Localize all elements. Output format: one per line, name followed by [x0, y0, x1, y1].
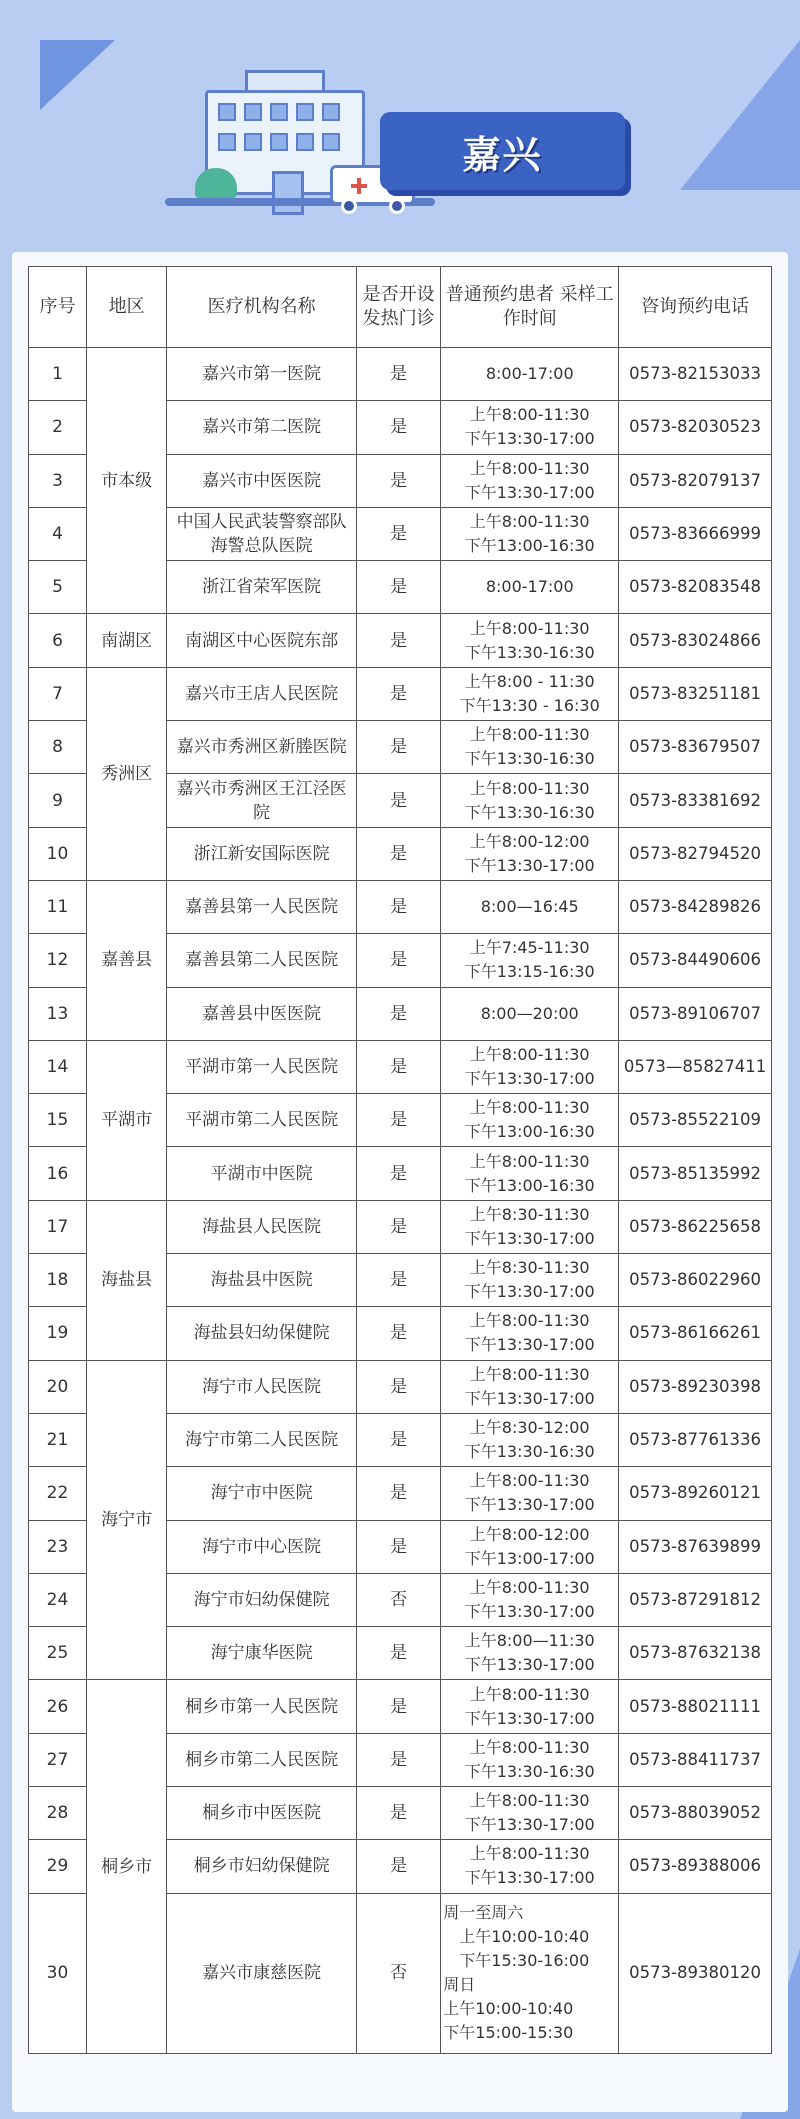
row-sampling-time: 上午8:00-11:30 下午13:30-17:00: [441, 1307, 619, 1360]
row-hospital-name: 海宁市人民医院: [167, 1360, 357, 1413]
row-hospital-name: 平湖市第二人民医院: [167, 1094, 357, 1147]
header-no: 序号: [29, 267, 87, 348]
row-hospital-name: 桐乡市第二人民医院: [167, 1733, 357, 1786]
table-row: [29, 1040, 772, 1093]
header-banner: [175, 70, 625, 210]
row-fever-clinic: 否: [357, 1573, 441, 1626]
row-phone: 0573-84490606: [619, 934, 772, 987]
row-number: 15: [29, 1094, 87, 1147]
row-fever-clinic: 是: [357, 774, 441, 827]
row-hospital-name: 中国人民武装警察部队 海警总队医院: [167, 507, 357, 560]
row-fever-clinic: 是: [357, 1627, 441, 1680]
title-box: [380, 112, 625, 190]
row-phone: 0573-82083548: [619, 561, 772, 614]
row-hospital-name: 海盐县人民医院: [167, 1200, 357, 1253]
row-phone: 0573-86022960: [619, 1254, 772, 1307]
row-phone: 0573-82794520: [619, 827, 772, 880]
row-hospital-name: 海盐县中医院: [167, 1254, 357, 1307]
row-phone: 0573-83666999: [619, 507, 772, 560]
row-hospital-name: 海宁市妇幼保健院: [167, 1573, 357, 1626]
row-fever-clinic: 是: [357, 827, 441, 880]
row-phone: 0573-88021111: [619, 1680, 772, 1733]
bush-icon: [195, 168, 237, 198]
row-fever-clinic: 是: [357, 1413, 441, 1466]
row-region: 秀洲区: [86, 667, 166, 880]
row-sampling-time: 上午8:00-12:00 下午13:30-17:00: [441, 827, 619, 880]
row-sampling-time: 上午7:45-11:30 下午13:15-16:30: [441, 934, 619, 987]
row-sampling-time: 上午8:00-11:30 下午13:00-16:30: [441, 1147, 619, 1200]
row-phone: 0573-89230398: [619, 1360, 772, 1413]
decor-triangle-top-left: [40, 40, 115, 110]
row-number: 4: [29, 507, 87, 560]
row-number: 27: [29, 1733, 87, 1786]
row-number: 19: [29, 1307, 87, 1360]
row-phone: 0573-89260121: [619, 1467, 772, 1520]
row-number: 17: [29, 1200, 87, 1253]
row-phone: 0573-83251181: [619, 667, 772, 720]
row-hospital-name: 嘉兴市王店人民医院: [167, 667, 357, 720]
row-number: 3: [29, 454, 87, 507]
row-hospital-name: 浙江新安国际医院: [167, 827, 357, 880]
row-phone: 0573-82153033: [619, 348, 772, 401]
row-fever-clinic: 是: [357, 1467, 441, 1520]
row-fever-clinic: 是: [357, 1254, 441, 1307]
row-hospital-name: 桐乡市妇幼保健院: [167, 1840, 357, 1893]
row-fever-clinic: 是: [357, 1520, 441, 1573]
row-hospital-name: 嘉兴市秀洲区新塍医院: [167, 721, 357, 774]
row-sampling-time: 上午8:00-11:30 下午13:30-16:30: [441, 614, 619, 667]
row-sampling-time: 8:00-17:00: [441, 561, 619, 614]
row-fever-clinic: 是: [357, 721, 441, 774]
row-number: 8: [29, 721, 87, 774]
header-fever-clinic: 是否开设 发热门诊: [357, 267, 441, 348]
row-sampling-time: 上午8:00-11:30 下午13:30-17:00: [441, 1040, 619, 1093]
row-number: 5: [29, 561, 87, 614]
row-hospital-name: 桐乡市中医医院: [167, 1787, 357, 1840]
row-sampling-time: 上午8:30-11:30 下午13:30-17:00: [441, 1254, 619, 1307]
row-number: 11: [29, 880, 87, 933]
row-phone: 0573-84289826: [619, 880, 772, 933]
row-hospital-name: 海宁市第二人民医院: [167, 1413, 357, 1466]
row-hospital-name: 平湖市第一人民医院: [167, 1040, 357, 1093]
row-number: 23: [29, 1520, 87, 1573]
row-phone: 0573-82079137: [619, 454, 772, 507]
row-fever-clinic: 是: [357, 1200, 441, 1253]
row-sampling-time: 上午8:00—11:30 下午13:30-17:00: [441, 1627, 619, 1680]
table-row: [29, 1360, 772, 1413]
row-phone: 0573-89106707: [619, 987, 772, 1040]
table-row: [29, 1680, 772, 1733]
table-body: [29, 348, 772, 2054]
row-number: 9: [29, 774, 87, 827]
row-hospital-name: 嘉兴市中医医院: [167, 454, 357, 507]
row-fever-clinic: 是: [357, 401, 441, 454]
row-fever-clinic: 是: [357, 561, 441, 614]
row-phone: 0573-88039052: [619, 1787, 772, 1840]
row-fever-clinic: 是: [357, 1307, 441, 1360]
row-fever-clinic: 是: [357, 1360, 441, 1413]
row-number: 21: [29, 1413, 87, 1466]
row-phone: 0573—85827411: [619, 1040, 772, 1093]
row-region: 平湖市: [86, 1040, 166, 1200]
table-header-row: [29, 267, 772, 348]
row-phone: 0573-85135992: [619, 1147, 772, 1200]
row-region: 海盐县: [86, 1200, 166, 1360]
row-phone: 0573-83024866: [619, 614, 772, 667]
row-region: 嘉善县: [86, 880, 166, 1040]
row-fever-clinic: 是: [357, 1147, 441, 1200]
table-row: [29, 614, 772, 667]
row-number: 1: [29, 348, 87, 401]
row-hospital-name: 嘉兴市秀洲区王江泾医 院: [167, 774, 357, 827]
row-phone: 0573-87761336: [619, 1413, 772, 1466]
row-number: 7: [29, 667, 87, 720]
header-region: 地区: [86, 267, 166, 348]
row-sampling-time: 上午8:00-11:30 下午13:30-17:00: [441, 401, 619, 454]
row-fever-clinic: 是: [357, 880, 441, 933]
row-region: 海宁市: [86, 1360, 166, 1680]
row-fever-clinic: 是: [357, 1787, 441, 1840]
page-title: 嘉兴: [462, 132, 543, 177]
row-number: 25: [29, 1627, 87, 1680]
row-hospital-name: 嘉善县第一人民医院: [167, 880, 357, 933]
row-fever-clinic: 是: [357, 1840, 441, 1893]
row-fever-clinic: 是: [357, 348, 441, 401]
row-sampling-time: 上午8:00-11:30 下午13:30-16:30: [441, 1733, 619, 1786]
row-fever-clinic: 是: [357, 987, 441, 1040]
row-number: 6: [29, 614, 87, 667]
row-sampling-time: 8:00—16:45: [441, 880, 619, 933]
row-sampling-time: 上午8:00-11:30 下午13:30-16:30: [441, 774, 619, 827]
row-sampling-time: 上午8:30-12:00 下午13:30-16:30: [441, 1413, 619, 1466]
row-hospital-name: 嘉兴市康慈医院: [167, 1893, 357, 2053]
row-hospital-name: 海宁市中心医院: [167, 1520, 357, 1573]
row-phone: 0573-85522109: [619, 1094, 772, 1147]
row-hospital-name: 浙江省荣军医院: [167, 561, 357, 614]
row-number: 26: [29, 1680, 87, 1733]
hospital-table: [28, 266, 772, 2054]
row-phone: 0573-87632138: [619, 1627, 772, 1680]
row-fever-clinic: 是: [357, 507, 441, 560]
table-panel: [12, 252, 788, 2112]
row-fever-clinic: 否: [357, 1893, 441, 2053]
row-sampling-time: 上午8:00-11:30 下午13:30-17:00: [441, 1680, 619, 1733]
row-hospital-name: 嘉兴市第二医院: [167, 401, 357, 454]
row-number: 18: [29, 1254, 87, 1307]
row-sampling-time: 上午8:00-12:00 下午13:00-17:00: [441, 1520, 619, 1573]
row-fever-clinic: 是: [357, 934, 441, 987]
row-fever-clinic: 是: [357, 1733, 441, 1786]
row-fever-clinic: 是: [357, 614, 441, 667]
row-number: 22: [29, 1467, 87, 1520]
row-number: 14: [29, 1040, 87, 1093]
row-hospital-name: 平湖市中医院: [167, 1147, 357, 1200]
row-phone: 0573-83381692: [619, 774, 772, 827]
row-phone: 0573-87291812: [619, 1573, 772, 1626]
row-sampling-time: 上午8:00-11:30 下午13:30-17:00: [441, 1467, 619, 1520]
row-phone: 0573-86225658: [619, 1200, 772, 1253]
table-row: [29, 667, 772, 720]
row-sampling-time: 上午8:00-11:30 下午13:00-16:30: [441, 1094, 619, 1147]
row-number: 24: [29, 1573, 87, 1626]
row-hospital-name: 海宁康华医院: [167, 1627, 357, 1680]
row-hospital-name: 南湖区中心医院东部: [167, 614, 357, 667]
row-fever-clinic: 是: [357, 454, 441, 507]
row-fever-clinic: 是: [357, 1094, 441, 1147]
row-hospital-name: 海宁市中医院: [167, 1467, 357, 1520]
row-sampling-time: 上午8:00-11:30 下午13:30-17:00: [441, 1787, 619, 1840]
decor-triangle-top-right: [680, 40, 800, 190]
row-number: 16: [29, 1147, 87, 1200]
table-row: [29, 1200, 772, 1253]
row-number: 10: [29, 827, 87, 880]
row-number: 20: [29, 1360, 87, 1413]
row-sampling-time: 8:00-17:00: [441, 348, 619, 401]
row-sampling-time: 8:00—20:00: [441, 987, 619, 1040]
row-hospital-name: 桐乡市第一人民医院: [167, 1680, 357, 1733]
row-region: 南湖区: [86, 614, 166, 667]
row-phone: 0573-83679507: [619, 721, 772, 774]
row-region: 市本级: [86, 348, 166, 614]
row-sampling-time: 上午8:00-11:30 下午13:30-17:00: [441, 1840, 619, 1893]
row-number: 30: [29, 1893, 87, 2053]
row-fever-clinic: 是: [357, 1040, 441, 1093]
row-hospital-name: 海盐县妇幼保健院: [167, 1307, 357, 1360]
row-fever-clinic: 是: [357, 1680, 441, 1733]
row-number: 28: [29, 1787, 87, 1840]
row-sampling-time: 周一至周六 上午10:00-10:40 下午15:30-16:00 周日 上午10:00-10:40 下午15:00-15:30: [441, 1893, 619, 2053]
table-row: [29, 880, 772, 933]
row-sampling-time: 上午8:00-11:30 下午13:00-16:30: [441, 507, 619, 560]
row-sampling-time: 上午8:00-11:30 下午13:30-17:00: [441, 454, 619, 507]
row-sampling-time: 上午8:00-11:30 下午13:30-17:00: [441, 1573, 619, 1626]
row-sampling-time: 上午8:00-11:30 下午13:30-17:00: [441, 1360, 619, 1413]
header-phone: 咨询预约电话: [619, 267, 772, 348]
row-phone: 0573-86166261: [619, 1307, 772, 1360]
row-hospital-name: 嘉善县第二人民医院: [167, 934, 357, 987]
row-number: 12: [29, 934, 87, 987]
row-number: 13: [29, 987, 87, 1040]
row-number: 2: [29, 401, 87, 454]
row-sampling-time: 上午8:00-11:30 下午13:30-16:30: [441, 721, 619, 774]
row-phone: 0573-89380120: [619, 1893, 772, 2053]
row-phone: 0573-88411737: [619, 1733, 772, 1786]
table-row: [29, 348, 772, 401]
row-number: 29: [29, 1840, 87, 1893]
row-fever-clinic: 是: [357, 667, 441, 720]
row-hospital-name: 嘉兴市第一医院: [167, 348, 357, 401]
row-phone: 0573-87639899: [619, 1520, 772, 1573]
row-phone: 0573-89388006: [619, 1840, 772, 1893]
header-name: 医疗机构名称: [167, 267, 357, 348]
row-sampling-time: 上午8:30-11:30 下午13:30-17:00: [441, 1200, 619, 1253]
row-phone: 0573-82030523: [619, 401, 772, 454]
header-sampling-time: 普通预约患者 采样工作时间: [441, 267, 619, 348]
row-region: 桐乡市: [86, 1680, 166, 2053]
row-sampling-time: 上午8:00 - 11:30 下午13:30 - 16:30: [441, 667, 619, 720]
row-hospital-name: 嘉善县中医医院: [167, 987, 357, 1040]
